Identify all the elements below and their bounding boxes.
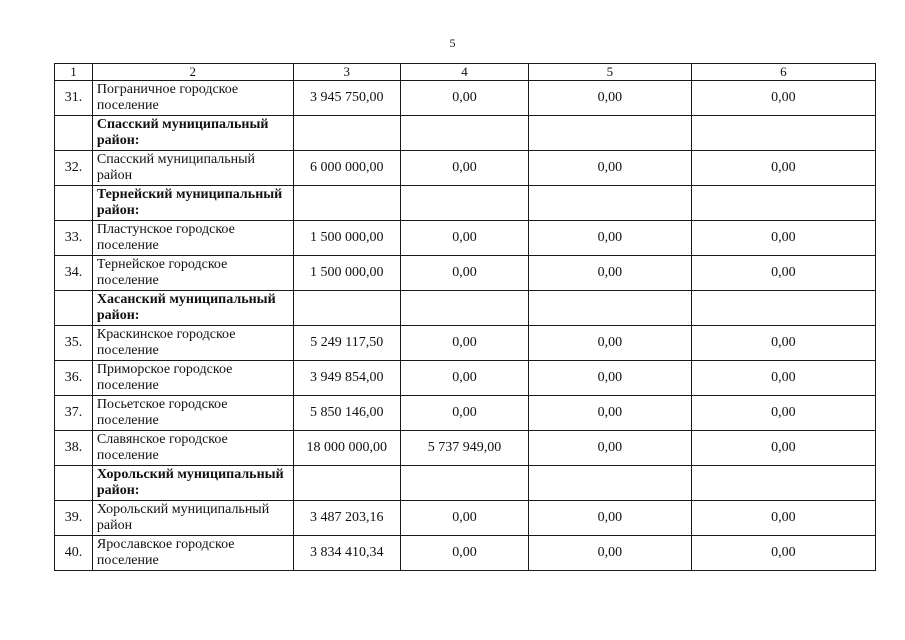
column-header: 2 (92, 64, 293, 81)
column-header: 6 (691, 64, 875, 81)
amount-col3: 3 949 854,00 (293, 361, 400, 396)
amount-col4: 5 737 949,00 (401, 431, 529, 466)
row-number: 38. (55, 431, 93, 466)
amount-col4: 0,00 (401, 326, 529, 361)
empty-cell (691, 186, 875, 221)
amount-col5: 0,00 (528, 536, 691, 571)
amount-col5: 0,00 (528, 151, 691, 186)
empty-cell (293, 466, 400, 501)
row-number-cell (55, 186, 93, 221)
empty-cell (691, 116, 875, 151)
amount-col6: 0,00 (691, 81, 875, 116)
amount-col6: 0,00 (691, 151, 875, 186)
empty-cell (293, 116, 400, 151)
table-row (55, 221, 876, 256)
municipality-name: Ярославское городское поселение (92, 536, 293, 571)
row-number: 40. (55, 536, 93, 571)
amount-col4: 0,00 (401, 81, 529, 116)
district-name: Хасанский муниципальный район: (92, 291, 293, 326)
empty-cell (528, 466, 691, 501)
amount-col4: 0,00 (401, 221, 529, 256)
amount-col4: 0,00 (401, 396, 529, 431)
row-number: 35. (55, 326, 93, 361)
table-row (55, 81, 876, 116)
amount-col4: 0,00 (401, 501, 529, 536)
amount-col6: 0,00 (691, 396, 875, 431)
amount-col6: 0,00 (691, 326, 875, 361)
amount-col5: 0,00 (528, 81, 691, 116)
empty-cell (293, 186, 400, 221)
column-number-row (55, 64, 876, 81)
district-name: Тернейский муниципальный район: (92, 186, 293, 221)
amount-col6: 0,00 (691, 361, 875, 396)
table-row (55, 536, 876, 571)
budget-table (54, 63, 876, 571)
municipality-name: Пограничное городское поселение (92, 81, 293, 116)
empty-cell (293, 291, 400, 326)
empty-cell (401, 116, 529, 151)
amount-col6: 0,00 (691, 256, 875, 291)
amount-col3: 1 500 000,00 (293, 256, 400, 291)
amount-col6: 0,00 (691, 221, 875, 256)
amount-col5: 0,00 (528, 396, 691, 431)
amount-col3: 3 834 410,34 (293, 536, 400, 571)
district-header-row (55, 291, 876, 326)
column-header: 3 (293, 64, 400, 81)
amount-col6: 0,00 (691, 501, 875, 536)
amount-col3: 5 249 117,50 (293, 326, 400, 361)
empty-cell (401, 186, 529, 221)
amount-col5: 0,00 (528, 501, 691, 536)
table-row (55, 431, 876, 466)
row-number-cell (55, 116, 93, 151)
empty-cell (528, 186, 691, 221)
amount-col6: 0,00 (691, 431, 875, 466)
amount-col4: 0,00 (401, 256, 529, 291)
amount-col3: 1 500 000,00 (293, 221, 400, 256)
row-number: 37. (55, 396, 93, 431)
row-number: 31. (55, 81, 93, 116)
table-row (55, 396, 876, 431)
empty-cell (528, 116, 691, 151)
column-header: 4 (401, 64, 529, 81)
district-header-row (55, 116, 876, 151)
amount-col3: 18 000 000,00 (293, 431, 400, 466)
amount-col4: 0,00 (401, 361, 529, 396)
column-header: 1 (55, 64, 93, 81)
amount-col3: 6 000 000,00 (293, 151, 400, 186)
row-number: 39. (55, 501, 93, 536)
row-number: 34. (55, 256, 93, 291)
municipality-name: Пластунское городское поселение (92, 221, 293, 256)
amount-col5: 0,00 (528, 431, 691, 466)
table-body (55, 64, 876, 571)
municipality-name: Краскинское городское поселение (92, 326, 293, 361)
district-name: Спасский муниципальный район: (92, 116, 293, 151)
municipality-name: Хорольский муниципальный район (92, 501, 293, 536)
amount-col4: 0,00 (401, 151, 529, 186)
amount-col3: 5 850 146,00 (293, 396, 400, 431)
amount-col5: 0,00 (528, 361, 691, 396)
row-number: 33. (55, 221, 93, 256)
municipality-name: Спасский муниципальный район (92, 151, 293, 186)
row-number-cell (55, 291, 93, 326)
district-header-row (55, 186, 876, 221)
amount-col5: 0,00 (528, 221, 691, 256)
amount-col5: 0,00 (528, 256, 691, 291)
column-header: 5 (528, 64, 691, 81)
municipality-name: Тернейское городское поселение (92, 256, 293, 291)
amount-col4: 0,00 (401, 536, 529, 571)
page-number: 5 (449, 36, 456, 50)
empty-cell (401, 466, 529, 501)
amount-col3: 3 945 750,00 (293, 81, 400, 116)
empty-cell (528, 291, 691, 326)
municipality-name: Приморское городское поселение (92, 361, 293, 396)
row-number: 36. (55, 361, 93, 396)
table-row (55, 256, 876, 291)
row-number-cell (55, 466, 93, 501)
district-name: Хорольский муниципальный район: (92, 466, 293, 501)
table-row (55, 501, 876, 536)
row-number: 32. (55, 151, 93, 186)
amount-col5: 0,00 (528, 326, 691, 361)
amount-col6: 0,00 (691, 536, 875, 571)
municipality-name: Посьетское городское поселение (92, 396, 293, 431)
table-row (55, 151, 876, 186)
empty-cell (691, 291, 875, 326)
empty-cell (691, 466, 875, 501)
amount-col3: 3 487 203,16 (293, 501, 400, 536)
municipality-name: Славянское городское поселение (92, 431, 293, 466)
district-header-row (55, 466, 876, 501)
table-row (55, 326, 876, 361)
table-row (55, 361, 876, 396)
empty-cell (401, 291, 529, 326)
